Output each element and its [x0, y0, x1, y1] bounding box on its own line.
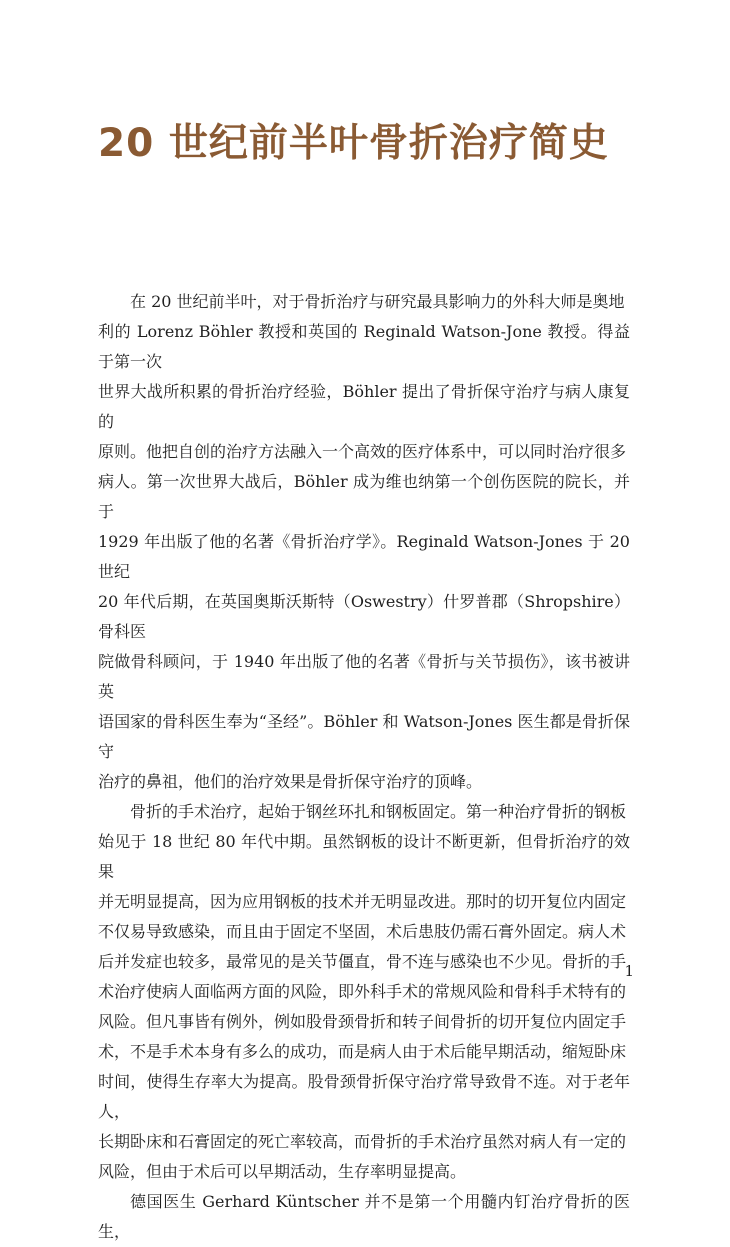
page-number: 1: [624, 962, 634, 980]
chapter-title: 20 世纪前半叶骨折治疗简史: [98, 121, 609, 166]
paragraph-3: 德国医生 Gerhard Küntscher 并不是第一个用髓内钉治疗骨折的医生，: [98, 1192, 630, 1241]
paragraph-2: 骨折的手术治疗，起始于钢丝环扎和钢板固定。第一种治疗骨折的钢板 始见于 18 世纪 80 年代中期。虽然钢板的设计不断更新，但骨折治疗的效果 并无明显提高，因为应用钢板的技术并无明显改进。那时的切开复位内固定 不仅易导致感染，而且由于固定不坚固，术后患肢仍需石膏外固定。病人术 后并发症也较多，最常见的是关节僵直，骨不连与感染也不少见。骨折的手 术治疗使病人面临两方面的风险，即外科手术的常规风险和骨科手术特有的 风险。但凡事皆有例外，例如股骨颈骨折和转子间骨折的切开复位内固定手 术，不是手术本身有多么的成功，而是病人由于术后能早期活动，缩短卧床 时间，使得生存率大为提高。股骨颈骨折保守治疗常导致骨不连。对于老年人， 长期卧床和石膏固定的死亡率较高，而骨折的手术治疗虽然对病人有一定的 风险，但由于术后可以早期活动，生存率明显提高。: [98, 802, 630, 1181]
paragraph-1: 在 20 世纪前半叶，对于骨折治疗与研究最具影响力的外科大师是奥地 利的 Lorenz Böhler 教授和英国的 Reginald Watson-Jone 教授。得益于第一次 世界大战所积累的骨折治疗经验，Böhler 提出了骨折保守治疗与病人康复的 原则。他把自创的治疗方法融入一个高效的医疗体系中，可以同时治疗很多 病人。第一次世界大战后，Böhler 成为维也纳第一个创伤医院的院长，并于 1929 年出版了他的名著《骨折治疗学》。Reginald Watson-Jones 于 20 世纪 20 年代后期，在英国奥斯沃斯特（Oswestry）什罗普郡（Shropshire）骨科医 院做骨科顾问，于 1940 年出版了他的名著《骨折与关节损伤》，该书被讲英 语国家的骨科医生奉为“圣经”。Böhler 和 Watson-Jones 医生都是骨折保守 治疗的鼻祖，他们的治疗效果是骨折保守治疗的顶峰。: [98, 292, 630, 791]
body-text: [98, 287, 630, 1247]
